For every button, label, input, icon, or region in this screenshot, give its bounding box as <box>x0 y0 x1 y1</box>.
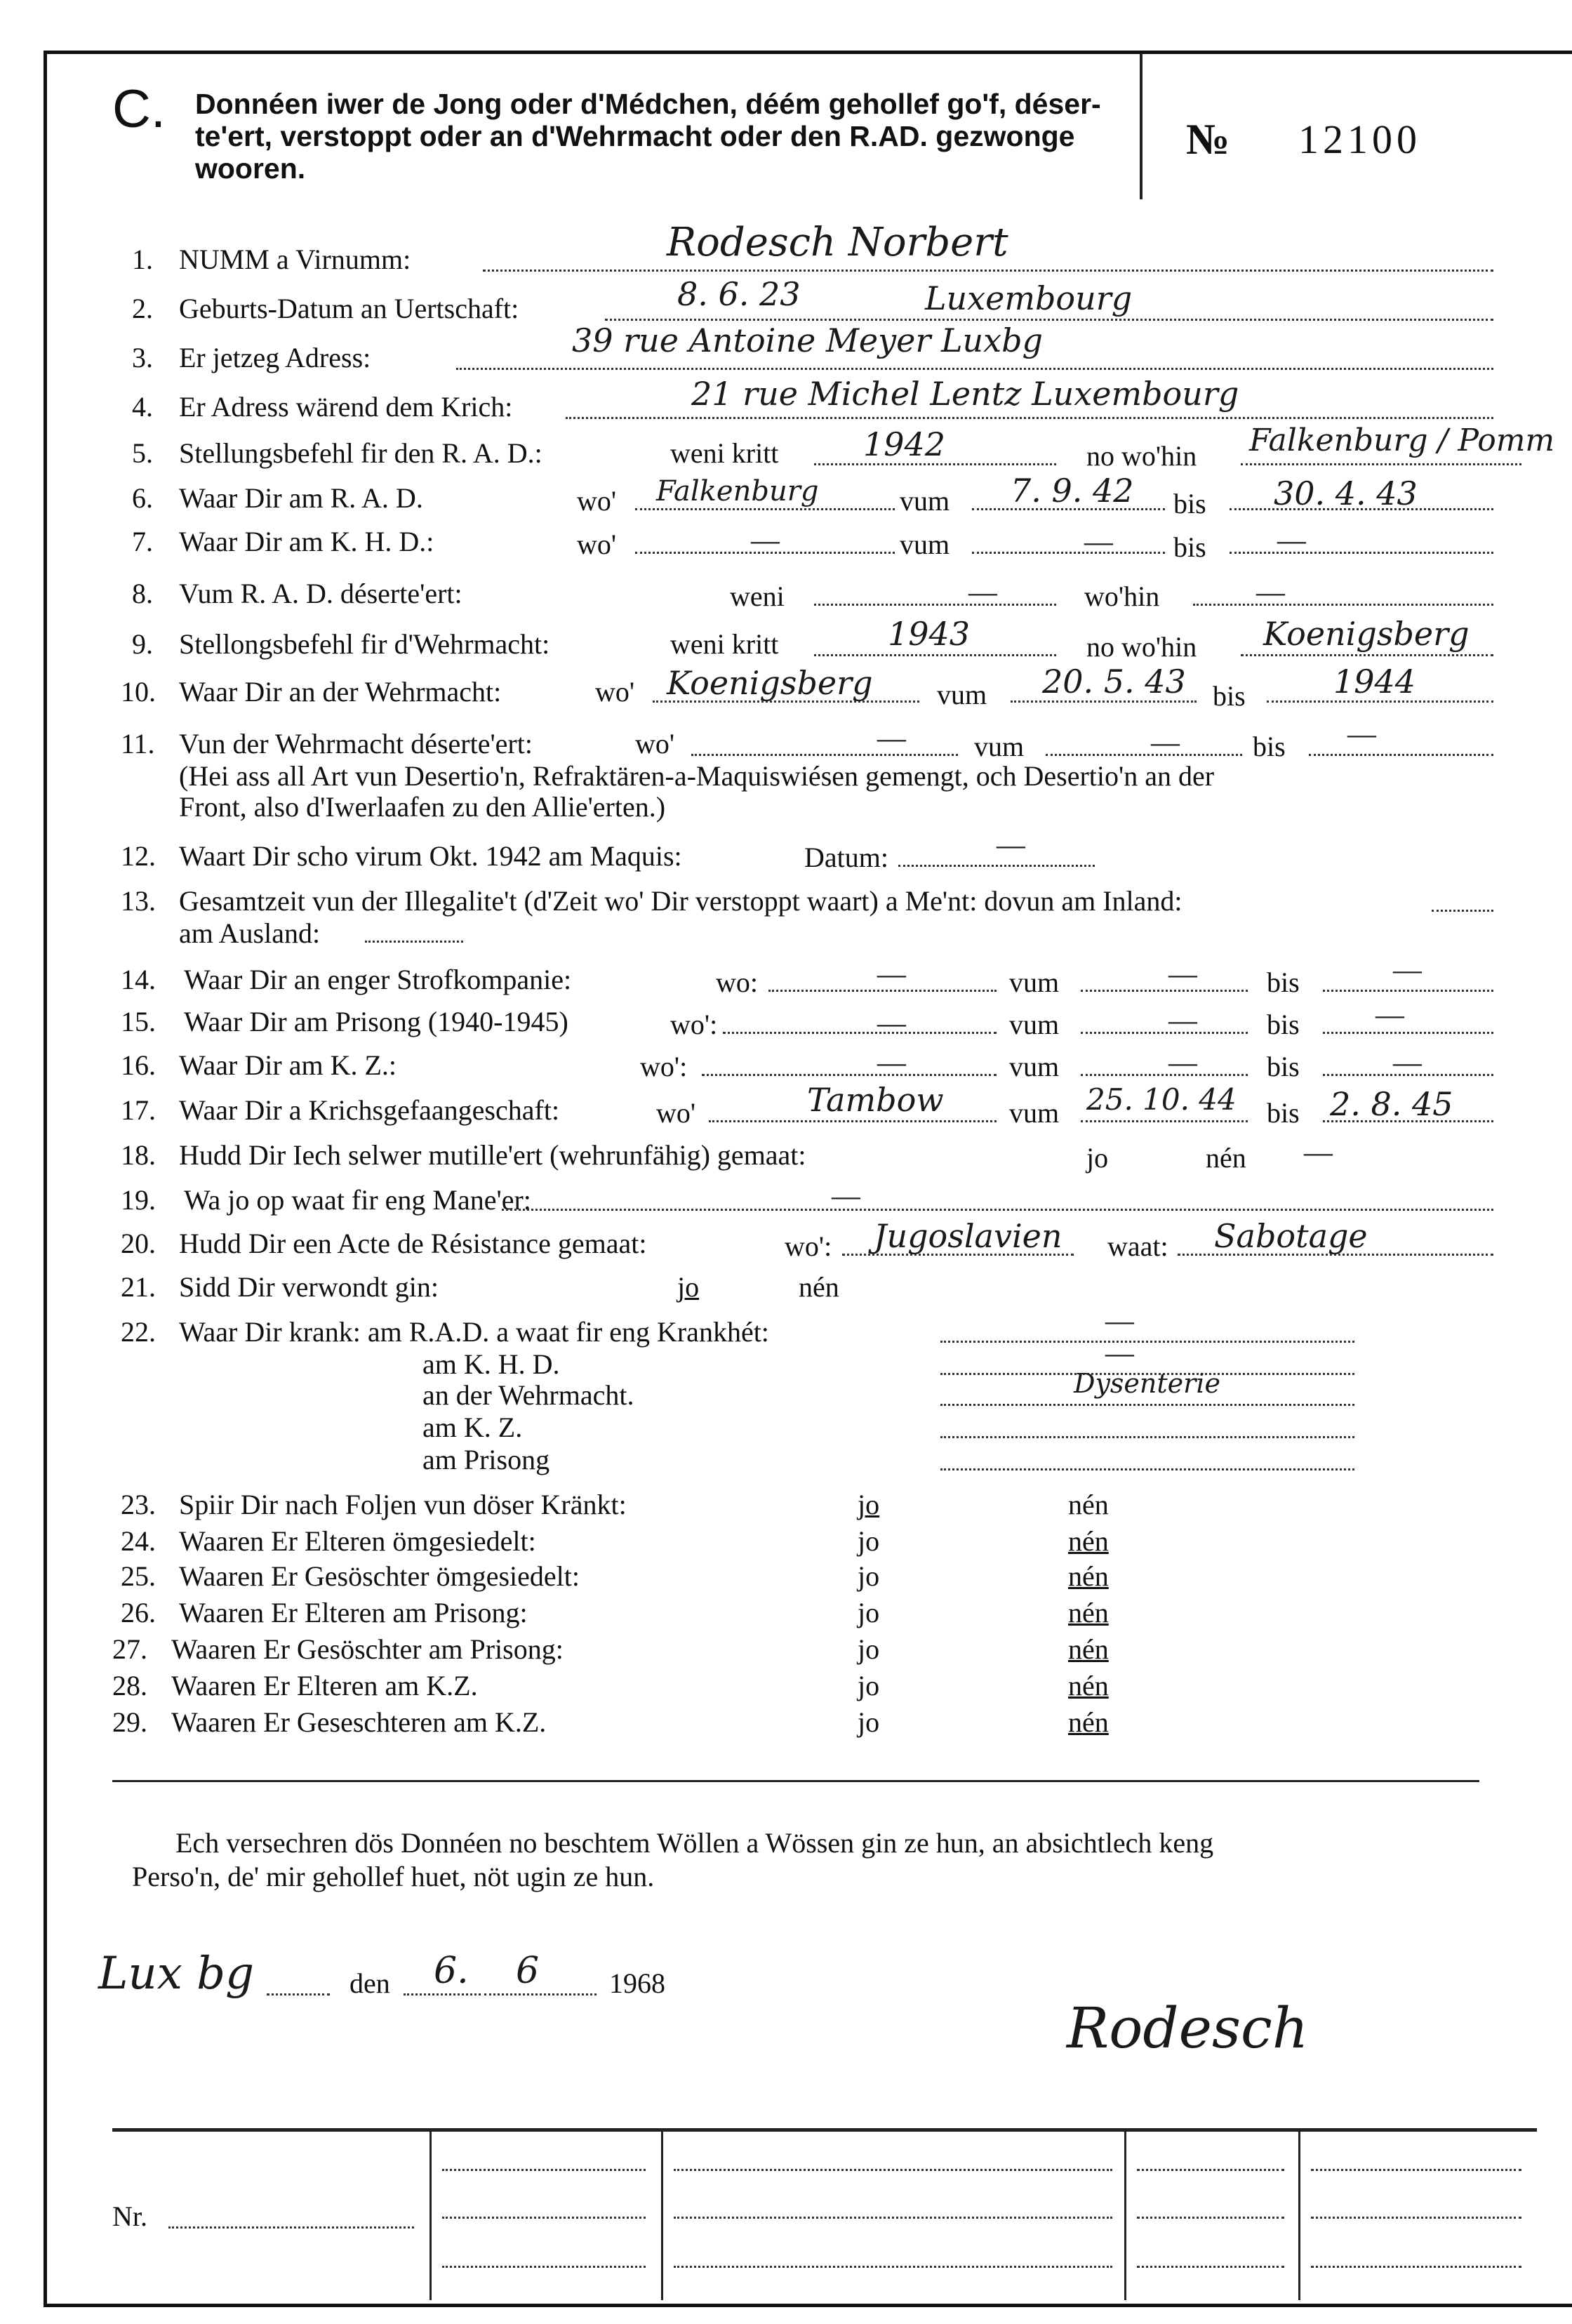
footer-line-c1 <box>1137 2169 1284 2171</box>
item-10-bis-line <box>1267 700 1493 703</box>
item-number-5: 5. <box>132 437 153 469</box>
footer-line-a2 <box>442 2217 646 2219</box>
item-20-wo-value: Jugoslavien <box>874 1217 1063 1255</box>
item-13-ausland-line <box>365 941 463 943</box>
header-title-line3: wooren. <box>195 152 306 185</box>
item-label-24: Waaren Er Elteren ömgesiedelt: <box>179 1525 536 1557</box>
item-label-29: Waaren Er Geseschteren am K.Z. <box>171 1706 547 1738</box>
item-17-vum-value: 25. 10. 44 <box>1086 1082 1237 1117</box>
item-number-14: 14. <box>121 964 156 995</box>
item-number-25: 25. <box>121 1560 156 1592</box>
header-divider <box>1140 53 1143 199</box>
item-label-3: Er jetzeg Adress: <box>179 342 371 373</box>
item-13-inland-line <box>1432 910 1493 912</box>
item-29-nen: nén <box>1068 1706 1109 1738</box>
item-9-where-line <box>1241 654 1493 656</box>
item-label-5: Stellungsbefehl fir den R. A. D.: <box>179 437 542 469</box>
item-number-27: 27. <box>112 1633 147 1665</box>
item-label-13: Gesamtzeit vun der Illegalite't (d'Zeit wo' Dir verstoppt waart) a Me'nt: dovun am Inland: <box>179 885 1183 917</box>
item-12-datum-line <box>898 865 1095 867</box>
item-26-nen: nén <box>1068 1597 1109 1628</box>
item-7-bis-line <box>1230 552 1493 554</box>
item-label-28: Waaren Er Elteren am K.Z. <box>171 1670 478 1701</box>
item-10-vum-line <box>1011 700 1197 703</box>
item-label-22: Waar Dir krank: am R.A.D. a waat fir eng Krankhét: <box>179 1316 769 1348</box>
item-9-when-label: weni kritt <box>670 628 779 660</box>
item-20-waat-label: waat: <box>1107 1230 1168 1262</box>
item-label-15: Waar Dir am Prisong (1940-1945) <box>184 1006 568 1037</box>
item-label-6: Waar Dir am R. A. D. <box>179 482 423 514</box>
item-17-vum-label: vum <box>1009 1097 1060 1129</box>
item-15-bis-line <box>1323 1032 1493 1034</box>
item-14-vum-line <box>1081 990 1248 992</box>
footer-col-2 <box>661 2130 663 2300</box>
item-number-26: 26. <box>121 1597 156 1628</box>
item-label-11: Vun der Wehrmacht déserte'ert: <box>179 728 533 759</box>
item-27-nen: nén <box>1068 1633 1109 1665</box>
item-24-nen: nén <box>1068 1525 1109 1557</box>
item-22-line-4 <box>940 1468 1354 1470</box>
item-6-vum-value: 7. 9. 42 <box>1011 472 1134 510</box>
item-11-bis-line <box>1309 754 1493 756</box>
footer-col-4 <box>1298 2130 1300 2300</box>
item-14-bis-label: bis <box>1267 967 1300 998</box>
item-22-line-0 <box>940 1341 1354 1343</box>
declaration-line1: Ech versechren dös Donnéen no beschtem Wöllen a Wössen gin ze hun, an absichtlech keng <box>175 1827 1214 1859</box>
signing-year: 1968 <box>609 1967 665 1999</box>
item-22-line-3 <box>940 1436 1354 1438</box>
item-15-wo-line <box>723 1032 997 1034</box>
item-6-bis-value: 30. 4. 43 <box>1274 474 1418 512</box>
footer-line-b2 <box>674 2217 1112 2219</box>
item-20-waat-value: Sabotage <box>1214 1217 1368 1255</box>
item-21-nen: nén <box>799 1271 839 1303</box>
item-number-23: 23. <box>121 1489 156 1520</box>
item-7-wo-value: — <box>751 522 780 557</box>
item-22-value-2: Dysenterie <box>1074 1368 1220 1399</box>
declaration-divider <box>112 1780 1479 1782</box>
item-number-3: 3. <box>132 342 153 373</box>
item-value-2-date: 8. 6. 23 <box>677 275 801 313</box>
footer-nr-line <box>168 2226 414 2229</box>
item-6-vum-label: vum <box>900 485 950 517</box>
signing-day: 6. <box>434 1950 469 1992</box>
item-label-19: Wa jo op waat fir eng Mane'er: <box>184 1184 531 1216</box>
item-label-16: Waar Dir am K. Z.: <box>179 1049 397 1081</box>
item-number-21: 21. <box>121 1271 156 1303</box>
item-22-value-0: — <box>1105 1302 1134 1338</box>
signature: Rodesch <box>1067 1996 1309 2061</box>
item-number-8: 8. <box>132 578 153 609</box>
item-22-sub-1: an der Wehrmacht. <box>422 1379 634 1411</box>
item-line-2 <box>605 319 1493 321</box>
item-number-20: 20. <box>121 1228 156 1259</box>
footer-line-a1 <box>442 2169 646 2171</box>
item-5-where-label: no wo'hin <box>1086 440 1197 472</box>
item-10-vum-value: 20. 5. 43 <box>1042 663 1186 700</box>
item-8-wohin-line <box>1193 604 1493 606</box>
item-number-2: 2. <box>132 293 153 324</box>
item-5-where-line <box>1241 463 1521 465</box>
item-5-when-label: weni kritt <box>670 437 779 469</box>
item-label-17: Waar Dir a Krichsgefaangeschaft: <box>179 1094 560 1126</box>
item-15-vum-line <box>1081 1032 1248 1034</box>
item-11-vum-line <box>1046 754 1242 756</box>
footer-line-d1 <box>1311 2169 1521 2171</box>
item-label-14: Waar Dir an enger Strofkompanie: <box>184 964 572 995</box>
item-label-18: Hudd Dir Iech selwer mutille'ert (wehrunfähig) gemaat: <box>179 1139 806 1171</box>
item-15-vum-label: vum <box>1009 1009 1060 1040</box>
item-line-1 <box>483 270 1493 272</box>
item-line-4 <box>566 417 1493 419</box>
item-label-1: NUMM a Virnumm: <box>179 244 411 275</box>
item-value-3: 39 rue Antoine Meyer Luxbg <box>572 321 1043 359</box>
item-label-25: Waaren Er Gesöschter ömgesiedelt: <box>179 1560 580 1592</box>
item-label-10: Waar Dir an der Wehrmacht: <box>179 676 502 708</box>
item-6-wo-line <box>635 508 895 510</box>
item-value-1: Rodesch Norbert <box>667 220 1008 265</box>
item-number-10: 10. <box>121 676 156 708</box>
item-17-vum-line <box>1081 1120 1248 1122</box>
footer-col-3 <box>1124 2130 1126 2300</box>
item-22-sub-2: am K. Z. <box>422 1412 523 1443</box>
footer-line-a3 <box>442 2266 646 2268</box>
item-11-wo-value: — <box>877 719 906 755</box>
item-5-when-line <box>814 463 1056 465</box>
item-5-where-value: Falkenburg / Pomm <box>1249 423 1555 458</box>
signing-place: Lux bg <box>98 1948 255 2000</box>
item-11-note-line2: Front, also d'Iwerlaafen zu den Allie'erten.) <box>179 791 666 823</box>
item-12-datum-value: — <box>997 826 1025 862</box>
item-number-1: 1. <box>132 244 153 275</box>
item-17-wo-label: wo' <box>656 1097 696 1129</box>
item-number-28: 28. <box>112 1670 147 1701</box>
item-11-wo-label: wo' <box>635 728 675 759</box>
item-11-note-line1: (Hei ass all Art vun Desertio'n, Refraktären-a-Maquiswiésen gemengt, och Desertio'n an der <box>179 760 1215 792</box>
item-26-jo: jo <box>858 1597 880 1628</box>
footer-line-b1 <box>674 2169 1112 2171</box>
item-16-vum-value: — <box>1168 1044 1197 1080</box>
item-number-18: 18. <box>121 1139 156 1171</box>
item-11-bis-value: — <box>1347 715 1376 751</box>
item-24-jo: jo <box>858 1525 880 1557</box>
item-number-11: 11. <box>121 728 155 759</box>
item-22-value-1: — <box>1105 1334 1134 1370</box>
item-16-bis-label: bis <box>1267 1051 1300 1082</box>
item-number-16: 16. <box>121 1049 156 1081</box>
item-18-nen: nén <box>1206 1142 1246 1174</box>
footer-line-b3 <box>674 2266 1112 2268</box>
item-6-wo-value: Falkenburg <box>656 475 819 507</box>
item-23-jo: jo <box>858 1489 880 1520</box>
item-11-wo-line <box>691 754 958 756</box>
item-8-wohin-label: wo'hin <box>1084 580 1160 612</box>
item-22-sub-0: am K. H. D. <box>422 1348 560 1380</box>
header-title-line1: Donnéen iwer de Jong oder d'Médchen, déém gehollef go'f, déser- <box>195 88 1101 120</box>
item-8-weni-label: weni <box>730 580 785 612</box>
item-12-datum-label: Datum: <box>804 842 888 873</box>
header-title-line2: te'ert, verstoppt oder an d'Wehrmacht oder den R.AD. gezwonge <box>195 120 1075 152</box>
item-17-bis-value: 2. 8. 45 <box>1330 1085 1453 1123</box>
item-27-jo: jo <box>858 1633 880 1665</box>
item-label-27: Waaren Er Gesöschter am Prisong: <box>171 1633 564 1665</box>
item-7-vum-line <box>972 552 1165 554</box>
item-16-bis-value: — <box>1393 1044 1422 1080</box>
item-label-20: Hudd Dir een Acte de Résistance gemaat: <box>179 1228 647 1259</box>
item-16-wo-value: — <box>877 1044 906 1080</box>
item-number-6: 6. <box>132 482 153 514</box>
footer-top-rule <box>112 2128 1537 2132</box>
footer-line-c2 <box>1137 2217 1284 2219</box>
item-7-wo-label: wo' <box>577 529 617 560</box>
item-11-bis-label: bis <box>1253 731 1286 762</box>
item-25-jo: jo <box>858 1560 880 1592</box>
item-label-2: Geburts-Datum an Uertschaft: <box>179 293 519 324</box>
item-28-jo: jo <box>858 1670 880 1701</box>
item-6-wo-label: wo' <box>577 485 617 517</box>
item-14-bis-value: — <box>1393 951 1422 987</box>
item-10-bis-label: bis <box>1213 680 1246 712</box>
item-number-19: 19. <box>121 1184 156 1216</box>
footer-nr-label: Nr. <box>112 2200 147 2232</box>
item-label-12: Waart Dir scho virum Okt. 1942 am Maquis: <box>179 840 682 872</box>
signing-month-line <box>484 1993 597 1996</box>
item-20-wo-label: wo': <box>785 1230 832 1262</box>
section-letter: C. <box>112 79 166 139</box>
item-7-bis-value: — <box>1277 522 1306 557</box>
declaration-line2: Perso'n, de' mir gehollef huet, nöt ugin ze hun. <box>132 1861 655 1892</box>
item-22-sub-3: am Prisong <box>422 1444 550 1475</box>
item-number-13: 13. <box>121 885 156 917</box>
item-number-7: 7. <box>132 526 153 557</box>
footer-col-1 <box>429 2130 432 2300</box>
item-line-19 <box>502 1209 1493 1211</box>
item-9-where-label: no wo'hin <box>1086 631 1197 663</box>
item-7-bis-label: bis <box>1173 531 1206 563</box>
item-17-wo-line <box>709 1120 997 1122</box>
item-17-wo-value: Tambow <box>807 1081 944 1119</box>
item-label-9: Stellongsbefehl fir d'Wehrmacht: <box>179 628 550 660</box>
item-label-4: Er Adress wärend dem Krich: <box>179 391 513 423</box>
item-16-vum-line <box>1081 1074 1248 1076</box>
item-10-bis-value: 1944 <box>1333 663 1416 700</box>
number-sign: № <box>1186 116 1230 164</box>
item-11-vum-label: vum <box>974 731 1025 762</box>
item-15-bis-value: — <box>1376 996 1404 1032</box>
item-14-bis-line <box>1323 990 1493 992</box>
item-9-where-value: Koenigsberg <box>1263 615 1470 653</box>
item-label-8: Vum R. A. D. déserte'ert: <box>179 578 462 609</box>
item-18-jo: jo <box>1086 1142 1109 1174</box>
item-14-vum-value: — <box>1168 955 1197 991</box>
item-29-jo: jo <box>858 1706 880 1738</box>
item-14-vum-label: vum <box>1009 967 1060 998</box>
item-18-mark: — <box>1304 1134 1333 1169</box>
item-number-22: 22. <box>121 1316 156 1348</box>
item-label-23: Spiir Dir nach Foljen vun döser Kränkt: <box>179 1489 627 1520</box>
item-number-29: 29. <box>112 1706 147 1738</box>
signing-den-label: den <box>349 1967 390 1999</box>
footer-line-d3 <box>1311 2266 1521 2268</box>
item-14-wo-value: — <box>877 955 906 991</box>
item-14-wo-label: wo: <box>716 967 758 998</box>
item-value-2-place: Luxembourg <box>925 279 1133 317</box>
item-label-7: Waar Dir am K. H. D.: <box>179 526 434 557</box>
item-15-wo-value: — <box>877 1004 906 1040</box>
item-label-21: Sidd Dir verwondt gin: <box>179 1271 439 1303</box>
item-label-26: Waaren Er Elteren am Prisong: <box>179 1597 528 1628</box>
item-7-vum-label: vum <box>900 529 950 560</box>
item-10-wo-label: wo' <box>595 676 635 708</box>
item-15-wo-label: wo': <box>670 1009 718 1040</box>
item-10-vum-label: vum <box>937 679 987 710</box>
item-8-weni-value: — <box>968 573 997 609</box>
item-23-nen: nén <box>1068 1489 1109 1520</box>
item-16-wo-line <box>702 1074 997 1076</box>
item-line-3 <box>456 368 1493 370</box>
item-number-9: 9. <box>132 628 153 660</box>
item-13-label-ausland: am Ausland: <box>179 917 321 949</box>
item-9-when-value: 1943 <box>888 615 971 653</box>
item-11-vum-value: — <box>1151 724 1180 759</box>
item-number-15: 15. <box>121 1006 156 1037</box>
item-15-vum-value: — <box>1168 1002 1197 1037</box>
footer-line-d2 <box>1311 2217 1521 2219</box>
item-9-when-line <box>814 654 1056 656</box>
item-17-bis-label: bis <box>1267 1097 1300 1129</box>
footer-line-c3 <box>1137 2266 1284 2268</box>
item-25-nen: nén <box>1068 1560 1109 1592</box>
signing-place-line <box>267 1993 330 1996</box>
item-8-weni-line <box>814 604 1056 606</box>
item-number-24: 24. <box>121 1525 156 1557</box>
item-value-4: 21 rue Michel Lentz Luxembourg <box>691 375 1239 413</box>
item-6-bis-label: bis <box>1173 488 1206 519</box>
item-28-nen: nén <box>1068 1670 1109 1701</box>
item-7-vum-value: — <box>1084 523 1113 559</box>
item-number-4: 4. <box>132 391 153 423</box>
item-5-when-value: 1942 <box>863 425 946 463</box>
item-10-wo-value: Koenigsberg <box>667 664 873 702</box>
item-22-line-2 <box>940 1404 1354 1406</box>
item-number-12: 12. <box>121 840 156 872</box>
signing-month: 6 <box>516 1950 540 1992</box>
item-16-wo-label: wo': <box>640 1051 688 1082</box>
form-number: 12100 <box>1298 117 1421 162</box>
item-8-wohin-value: — <box>1256 573 1285 609</box>
item-number-17: 17. <box>121 1094 156 1126</box>
item-15-bis-label: bis <box>1267 1009 1300 1040</box>
signing-day-line <box>404 1993 481 1996</box>
item-21-jo: jo <box>677 1271 700 1303</box>
item-16-vum-label: vum <box>1009 1051 1060 1082</box>
item-value-19: — <box>832 1177 860 1213</box>
